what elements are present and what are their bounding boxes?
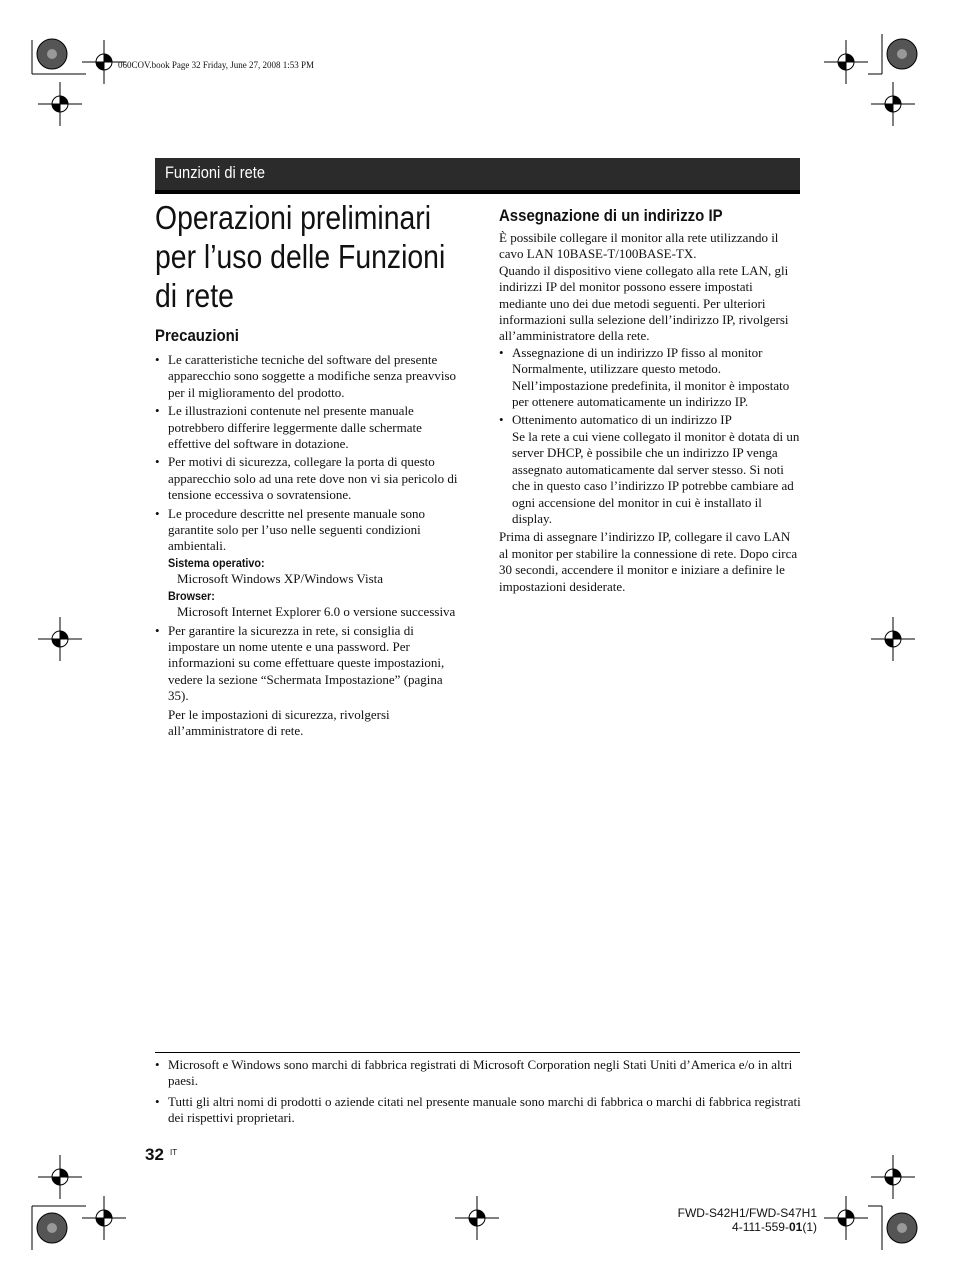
ip-methods-list [499, 345, 801, 527]
ip-intro-1: È possibile collegare il monitor alla rete utilizzando il cavo LAN 10BASE-T/100BASE-TX. [499, 230, 779, 262]
auto-ip-title: • Ottenimento automatico di un indirizzo IP [512, 412, 732, 428]
fixed-ip-title: • Assegnazione di un indirizzo IP fisso al monitor [512, 344, 763, 360]
precautions-heading: Precauzioni [155, 326, 239, 345]
list-item: • Per motivi di sicurezza, collegare la porta di questo apparecchio solo ad una rete dove non vi sia pericolo di tensione eccessiva o sovratensione. [155, 454, 460, 503]
fixed-ip-desc: Normalmente, utilizzare questo metodo. Nell’impostazione predefinita, il monitor è impostato per ottenere automaticamente un indirizzo IP. [512, 361, 790, 410]
footnotes [155, 1057, 805, 1131]
list-item: • Le procedure descritte nel presente manuale sono garantite solo per l’uso nelle seguenti condizioni ambientali. Sistema operativo: Microsoft Windows XP/Windows Vista Browser: Microsoft Internet Explorer 6.0 o versione successiva [155, 506, 460, 621]
page-title-line: Operazioni preliminari [155, 199, 432, 236]
precautions-section [155, 352, 460, 741]
page-number: 32 [145, 1145, 164, 1164]
page-language: IT [170, 1148, 178, 1157]
ip-intro-2: Quando il dispositivo viene collegato alla rete LAN, gli indirizzi IP del monitor possono essere impostati mediante uno dei due metodi seguenti. Per ulteriori informazioni sulla selezione dell’indirizzo IP, rivolgersi all’amministratore della rete. [499, 262, 789, 344]
footnote-item: • Tutti gli altri nomi di prodotti o aziende citati nel presente manuale sono marchi di fabbrica o marchi di fabbrica registrati dei rispettivi proprietari. [155, 1094, 805, 1127]
ip-closing: Prima di assegnare l’indirizzo IP, collegare il cavo LAN al monitor per stabilire la connessione di rete. Dopo circa 30 secondi, accendere il monitor e iniziare a definire le impostazioni desiderate. [499, 529, 798, 594]
part-number: 4-111-559-01(1) [732, 1220, 817, 1234]
list-item: • Le caratteristiche tecniche del software del presente apparecchio sono soggette a modifiche senza preavviso per il miglioramento del prodotto. [155, 352, 460, 401]
page-title [155, 198, 473, 315]
browser-label: Browser: [168, 588, 215, 603]
os-value: Microsoft Windows XP/Windows Vista [177, 571, 384, 587]
list-item [499, 345, 801, 411]
footnote-divider [155, 1052, 800, 1053]
print-info: 060COV.book Page 32 Friday, June 27, 2008 1:53 PM [118, 60, 315, 70]
browser-value: Microsoft Internet Explorer 6.0 o versione successiva [177, 604, 456, 620]
ip-heading: Assegnazione di un indirizzo IP [499, 206, 723, 225]
list-item: • Per garantire la sicurezza in rete, si consiglia di impostare un nome utente e una password. Per informazioni su come effettuare queste impostazioni, vedere la sezione “Schermata Impostazione” (pagina 35). Per le impostazioni di sicurezza, rivolgersi all’amministratore di rete. [155, 623, 460, 740]
footnote-item: • Microsoft e Windows sono marchi di fabbrica registrati di Microsoft Corporation negli Stati Uniti d’America e/o in altri paesi. [155, 1057, 805, 1090]
list-item: • Le illustrazioni contenute nel presente manuale potrebbero differire leggermente dalle schermate effettive del software in dotazione. [155, 403, 460, 452]
section-banner [155, 158, 800, 194]
security-note: Per le impostazioni di sicurezza, rivolgersi all’amministratore di rete. [168, 706, 390, 738]
page-title-line: per l’uso delle Funzioni [155, 238, 446, 275]
section-banner-label: Funzioni di rete [165, 163, 265, 182]
page-title-line: di rete [155, 277, 234, 314]
os-label: Sistema operativo: [168, 555, 265, 570]
model-code [678, 1206, 817, 1234]
precautions-list [155, 352, 460, 739]
list-item [499, 412, 801, 527]
auto-ip-desc: Se la rete a cui viene collegato il monitor è dotata di un server DHCP, è possibile che un indirizzo IP venga assegnato automaticamente dal server stesso. Si noti che in questo caso l’indirizzo IP potrebbe cambiare ad ogni accensione del monitor in cui è installato il display. [512, 428, 800, 526]
ip-section [499, 230, 801, 595]
model-name: FWD-S42H1/FWD-S47H1 [677, 1206, 817, 1220]
